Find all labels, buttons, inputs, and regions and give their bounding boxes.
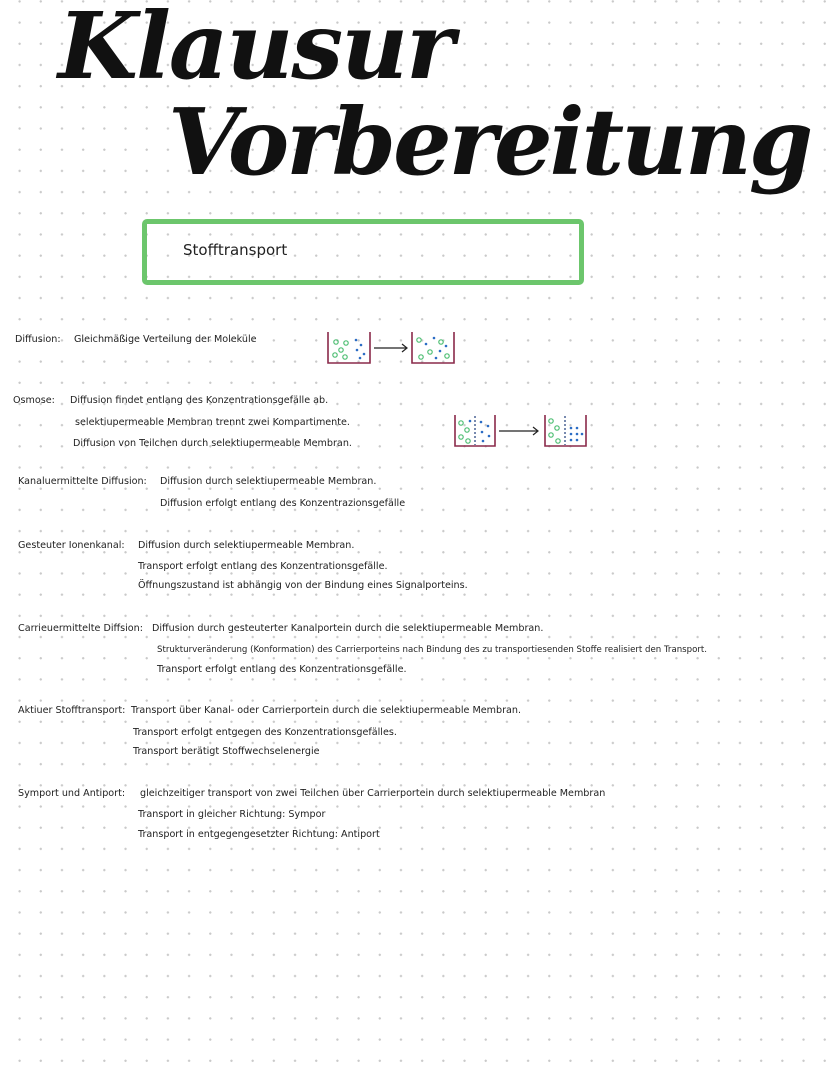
- symport-line-1: gleichzeitiger transport von zwei Teilchen über Carrierportein durch selektiupermeable Membran: [140, 788, 606, 799]
- beaker-right-particles: [417, 337, 449, 360]
- diffusion-diagram: [326, 330, 458, 366]
- osmose-right-particles: [549, 419, 584, 443]
- kanal-line-1: Diffusion durch selektiupermeable Membran.: [160, 476, 377, 487]
- term-diffusion: Diffusion:: [15, 334, 61, 345]
- beaker-left-particles: [333, 339, 366, 360]
- term-aktiv: Aktiuer Stofftransport:: [18, 705, 126, 716]
- osmose-diagram: [453, 413, 589, 449]
- topic-label: Stofftransport: [183, 241, 288, 259]
- beaker-left: [328, 332, 370, 363]
- term-carrier: Carrieuermittelte Diffsion:: [18, 623, 143, 634]
- osmose-line-1: Diffusion findet entlang des Konzentrationsgefälle ab.: [70, 395, 329, 406]
- ionenkanal-line-1: Diffusion durch selektiupermeable Membran.: [138, 540, 355, 551]
- aktiv-line-1: Transport über Kanal- oder Carrierportein durch die selektiupermeable Membran.: [131, 705, 522, 716]
- kanal-line-2: Diffusion erfolgt entlang des Konzentrazionsgefälle: [160, 498, 406, 509]
- carrier-line-1: Diffusion durch gesteuterter Kanalportein durch die selektiupermeable Membran.: [152, 623, 544, 634]
- aktiv-line-2: Transport erfolgt entgegen des Konzentrationsgefälles.: [133, 727, 397, 738]
- title-line-1: Klausur: [58, 0, 453, 100]
- diffusion-line-1: Gleichmäßige Verteilung der Moleküle: [74, 334, 257, 345]
- aktiv-line-3: Transport berätigt Stoffwechselenergie: [133, 746, 320, 757]
- osmose-left-particles: [459, 420, 491, 444]
- ionenkanal-line-3: Öffnungszustand ist abhängig von der Bindung eines Signalporteins.: [138, 580, 468, 591]
- term-ionenkanal: Gesteuter Ionenkanal:: [18, 540, 125, 551]
- carrier-line-3: Transport erfolgt entlang des Konzentrationsgefälle.: [157, 664, 407, 675]
- term-symport: Symport und Antiport:: [18, 788, 126, 799]
- term-kanal: Kanaluermittelte Diffusion:: [18, 476, 147, 487]
- term-osmose: Osmose:: [13, 395, 55, 406]
- osmose-line-2: selektiupermeable Membran trennt zwei Kompartimente.: [75, 417, 350, 428]
- symport-line-2: Transport in gleicher Richtung: Sympor: [138, 809, 326, 820]
- ionenkanal-line-2: Transport erfolgt entlang des Konzentrationsgefälle.: [138, 561, 388, 572]
- symport-line-3: Transport in entgegengesetzter Richtung: Antiport: [138, 829, 380, 840]
- osmose-line-3: Diffusion von Teilchen durch selektiupermeable Membran.: [73, 438, 352, 449]
- carrier-line-2: Strukturveränderung (Konformation) des Carrierporteins nach Bindung des zu transportiesenden Stoffe realisiert den Transport.: [157, 645, 707, 655]
- topic-box: [142, 219, 584, 285]
- title-line-2: Vorbereitung: [168, 88, 811, 196]
